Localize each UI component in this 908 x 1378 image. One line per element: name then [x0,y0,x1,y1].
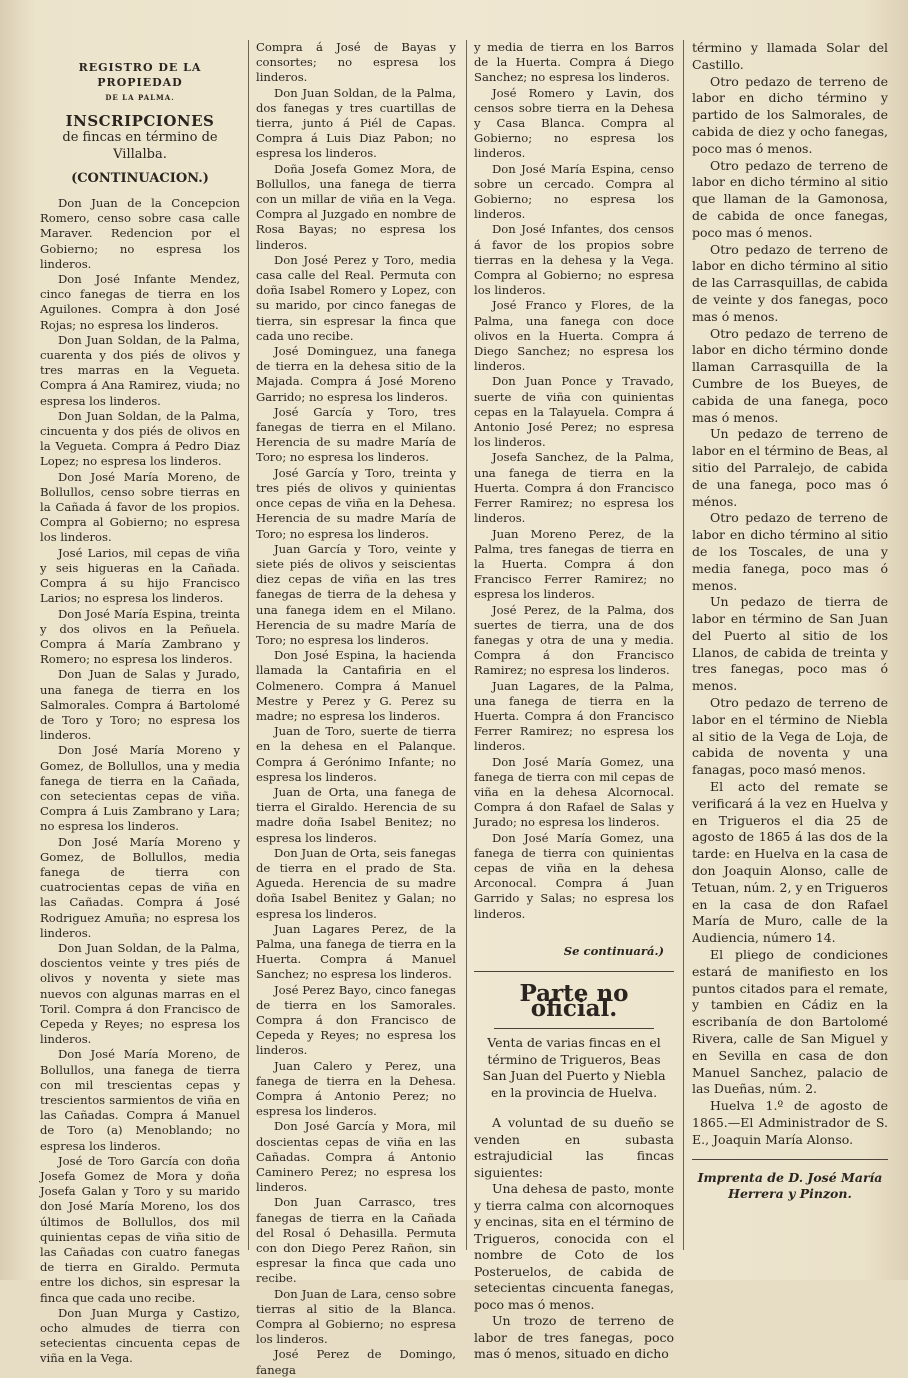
column-1 [40,60,240,1366]
entry: El acto del remate se verificará á la vez en Huelva y en Trigueros el dia 25 de agosto de 1865 á las dos de la tarde: en Huelva en la casa de don Joaquin Alonso, calle de Tetuan, núm. 2, y en Trigueros en la casa de don Rafael María de Muro, calle de la Audiencia, número 14. [692,779,888,946]
imprenta-footer: Imprenta de D. José María Herrera y Pinzon. [697,1169,883,1202]
entry: El pliego de condiciones estará de manifiesto en los puntos citados para el remate, y tambien en Cádiz en la escribanía de don Bartolomé Rivera, calle de San Miguel y en Sevilla en casa de don Manuel Sanchez, palacio de las Dueñas, núm. 2. [692,947,888,1097]
entry: José García y Toro, treinta y tres piés de olivos y quinientas once cepas de viña en la Dehesa. Herencia de su madre María de Toro; no espresa los linderos. [256,465,456,541]
entry: José García y Toro, tres fanegas de tierra en el Milano. Herencia de su madre María de Toro; no espresa los linderos. [256,404,456,465]
entry: Don José Infante Mendez, cinco fanegas de tierra en los Aguilones. Compra à don José Rojas; no espresa los linderos. [40,272,240,332]
entry: Juan Moreno Perez, de la Palma, tres fanegas de tierra en la Huerta. Compra á don Francisco Ferrer Ramirez; no espresa los linderos. [474,526,674,602]
entry: Otro pedazo de terreno de labor en dicho término al sitio de los Toscales, de una y media fanega, poco mas ó menos. [692,510,888,593]
entry: Don José Espina, la hacienda llamada la Cantafiria en el Colmenero. Compra á Manuel Mestre y Perez y G. Perez su madre; no espresa los linderos. [256,648,456,723]
inscripciones-heading: INSCRIPCIONES [65,111,215,130]
entry: Otro pedazo de terreno de labor en dicho término y partido de los Salmorales, de cabida de diez y ocho fanegas, poco mas ó menos. [692,73,888,156]
entry: Don Juan Ponce y Travado, suerte de viña con quinientas cepas en la Talayuela. Compra á Antonio José Perez; no espresa los linderos. [474,374,674,450]
entry: Otro pedazo de terreno de labor en dicho término al sitio de las Carrasquillas, de cabida de veinte y dos fanegas, poco mas ó menos. [692,241,888,324]
entry: José Franco y Flores, de la Palma, una fanega con doce olivos en la Huerta. Compra á Diego Sanchez; no espresa los linderos. [474,298,674,374]
entry: José Larios, mil cepas de viña y seis higueras en la Cañada. Compra á su hijo Francisco Larios; no espresa los linderos. [40,545,240,606]
entry: José de Toro García con doña Josefa Gomez de Mora y doña Josefa Galan y Toro y su marido don José María Moreno, los dos últimos de Bollullos, dos mil quinientas cepas de viña sitio de las Cañadas con cuatro fanegas de tierra en Giraldo. Permuta entre los dichos, sin espresar la finca que cada uno recibe. [40,1153,240,1305]
column-4 [692,40,888,1275]
entry: Don José María Gomez, una fanega de tierra con mil cepas de viña en la dehesa Alcornocal. Compra á don Rafael de Salas y Jurado; no espresa los linderos. [474,754,674,830]
entry: Don Juan Soldan, de la Palma, cuarenta y dos piés de olivos y tres marras en la Vegueta. Compra á Ana Ramirez, viuda; no espresa los linderos. [40,332,240,408]
entry: Juan de Toro, suerte de tierra en la dehesa en el Palanque. Compra á Gerónimo Infante; no espresa los linderos. [256,724,456,784]
entry: Don Juan de la Concepcion Romero, censo sobre casa calle Maraver. Redencion por el Gobierno; no espresa los linderos. [40,196,240,271]
entry: Compra á José de Bayas y consortes; no espresa los linderos. [256,40,456,85]
entry: José Perez Bayo, cinco fanegas de tierra en los Samorales. Compra á don Francisco de Cepeda y Reyes; no espresa los linderos. [256,982,456,1058]
continuara-note: Se continuará.) [563,943,664,958]
entry: Don Juan de Salas y Jurado, una fanega de tierra en los Salmorales. Compra á Bartolomé de Toro y Toro; no espresa los linderos. [40,667,240,743]
entry: Don José María Moreno, de Bollullos, una fanega de tierra con mil trescientas cepas y trescientos sarmientos de viña en las Cañadas. Compra á Manuel de Toro (a) Menoblando; no espresa los linderos. [40,1047,240,1153]
registro-heading: REGISTRO DE LA PROPIEDAD [78,61,202,90]
entry: José Romero y Lavin, dos censos sobre tierra en la Dehesa y Casa Blanca. Compra al Gobierno; no espresa los linderos. [474,85,674,161]
entry: Un pedazo de tierra de labor en término de San Juan del Puerto al sitio de los Llanos, de cabida de treinta y tres fanegas, poco mas ó menos. [692,594,888,694]
entry: Don José María Espina, censo sobre un cercado. Compra al Gobierno; no espresa los linderos. [474,161,674,222]
divider [494,1028,654,1029]
entry: Don José María Gomez, una fanega de tierra con quinientas cepas de viña en la dehesa Arconocal. Compra á Juan Garrido y Salas; no espresa los linderos. [474,830,674,921]
entry: Juan García y Toro, veinte y siete piés de olivos y seiscientas diez cepas de viña en las tres fanegas de tierra de la dehesa y una fanega idem en el Milano. Herencia de su madre María de Toro; no espresa los linderos. [256,541,456,647]
entry: Un trozo de terreno de labor de tres fanegas, poco mas ó menos, situado en dicho [474,1313,674,1362]
entry: A voluntad de su dueño se venden en subasta estrajudicial las fincas siguientes: [474,1115,674,1180]
entry: Otro pedazo de terreno de labor en dicho término donde llaman Carrasquilla de la Cumbre de los Bueyes, de cabida de una fanega, poco mas ó menos. [692,325,888,425]
continuacion-heading: (CONTINUACION.) [71,170,209,186]
entry: José Perez, de la Palma, dos suertes de tierra, una de dos fanegas y otra de una y media. Compra á don Francisco Ramirez; no espresa los linderos. [474,602,674,678]
entry: Don José María Espina, treinta y dos olivos en la Peñuela. Compra á María Zambrano y Romero; no espresa los linderos. [40,606,240,667]
entry: Juan Calero y Perez, una fanega de tierra en la Dehesa. Compra á Antonio Perez; no espresa los linderos. [256,1058,456,1119]
entry: Juan Lagares Perez, de la Palma, una fanega de tierra en la Huerta. Compra á Manuel Sanchez; no espresa los linderos. [256,921,456,982]
entry: y media de tierra en los Barros de la Huerta. Compra á Diego Sanchez; no espresa los linderos. [474,40,674,85]
entry: Don José García y Mora, mil doscientas cepas de viña en las Cañadas. Compra á Antonio Caminero Perez; no espresa los linderos. [256,1119,456,1195]
entry: Don Juan de Orta, seis fanegas de tierra en el prado de Sta. Agueda. Herencia de su madre doña Isabel Benitez y Galan; no espresa los linderos. [256,845,456,921]
entry: Don José María Moreno y Gomez, de Bollullos, media fanega de tierra con cuatrocientas cepas de viña en las Cañadas. Compra á José Rodriguez Amuña; no espresa los linderos. [40,834,240,940]
entry: José Perez de Domingo, fanega [256,1347,456,1377]
entry: Don José Infantes, dos censos á favor de los propios sobre tierras en la dehesa y la Vega. Compra al Gobierno; no espresa los linderos. [474,222,674,298]
entry: Don Juan Carrasco, tres fanegas de tierra en la Cañada del Rosal ó Dehasilla. Permuta con don Diego Perez Rañon, sin espresar la finca que cada uno recibe. [256,1195,456,1286]
entry: Josefa Sanchez, de la Palma, una fanega de tierra en la Huerta. Compra á don Francisco Ferrer Ramirez; no espresa los linderos. [474,450,674,526]
entry: Don José Perez y Toro, media casa calle del Real. Permuta con doña Isabel Romero y Lopez, con su marido, por cinco fanegas de tierra, sin espresar la finca que cada uno recibe. [256,252,456,343]
entry: Juan de Orta, una fanega de tierra el Giraldo. Herencia de su madre doña Isabel Benitez; no espresa los linderos. [256,784,456,845]
column-3 [474,40,674,1362]
column-2 [256,40,456,1377]
entry: Un pedazo de terreno de labor en el término de Beas, al sitio del Parralejo, de cabida de una fanega, poco mas ó ménos. [692,426,888,509]
divider [692,1159,888,1160]
venta-heading: Venta de varias fincas en el término de Trigueros, Beas San Juan del Puerto y Niebla en la provincia de Huelva. [482,1035,666,1100]
entry: término y llamada Solar del Castillo. [692,40,888,72]
column-rule [683,40,684,1250]
entry: Otro pedazo de terreno de labor en el término de Niebla al sitio de la Vega de Loja, de cabida de noventa y una fanagas, poco masó menos. [692,695,888,778]
column-rule [466,40,467,1250]
entry: Doña Josefa Gomez Mora, de Bollullos, una fanega de tierra con un millar de viña en la Vega. Compra al Juzgado en nombre de Rosa Bayas; no espresa los linderos. [256,161,456,252]
registro-subheading: DE LA PALMA. [105,93,175,103]
entry: Don José María Moreno, de Bollullos, censo sobre tierras en la Cañada á favor de los propios. Compra al Gobierno; no espresa los linderos. [40,469,240,545]
entry: José Dominguez, una fanega de tierra en la dehesa sitio de la Majada. Compra á José Moreno Garrido; no espresa los linderos. [256,344,456,404]
entry: Don Juan Soldan, de la Palma, cincuenta y dos piés de olivos en la Vegueta. Compra á Pedro Diaz Lopez; no espresa los linderos. [40,408,240,469]
entry: Otro pedazo de terreno de labor en dicho término al sitio que llaman de la Gamonosa, de cabida de once fanegas, poco mas ó menos. [692,157,888,240]
entry: Don Juan Soldan, de la Palma, dos fanegas y tres cuartillas de tierra, junto á Piél de Capas. Compra á Luis Diaz Pabon; no espresa los linderos. [256,85,456,161]
entry: Don José María Moreno y Gomez, de Bollullos, una y media fanega de tierra en la Cañada, con setecientas cepas de viña. Compra á Luis Zambrano y Lara; no espresa los linderos. [40,743,240,834]
entry: Don Juan Murga y Castizo, ocho almudes de tierra con setecientas cincuenta cepas de viña en la Vega. [40,1305,240,1366]
column-rule [248,40,249,1250]
parte-no-oficial-heading: Parte no oficial. [519,979,629,1023]
fincas-heading: de fincas en término de Villalba. [62,129,218,162]
entry: Juan Lagares, de la Palma, una fanega de tierra en la Huerta. Compra á don Francisco Ferrer Ramirez; no espresa los linderos. [474,678,674,754]
entry: Don Juan de Lara, censo sobre tierras al sitio de la Blanca. Compra al Gobierno; no espresa los linderos. [256,1286,456,1347]
entry: Huelva 1.º de agosto de 1865.—El Administrador de S. E., Joaquin María Alonso. [692,1098,888,1147]
entry: Una dehesa de pasto, monte y tierra calma con alcornoques y encinas, sita en el término de Trigueros, conocida con el nombre de Coto de los Posteruelos, de cabida de setecientas cincuenta fanegas, poco mas ó menos. [474,1181,674,1312]
entry: Don Juan Soldan, de la Palma, doscientos veinte y tres piés de olivos y noventa y siete mas nuevos con algunas marras en el Toril. Compra á don Francisco de Cepeda y Reyes; no espresa los linderos. [40,940,240,1047]
divider [474,971,674,972]
